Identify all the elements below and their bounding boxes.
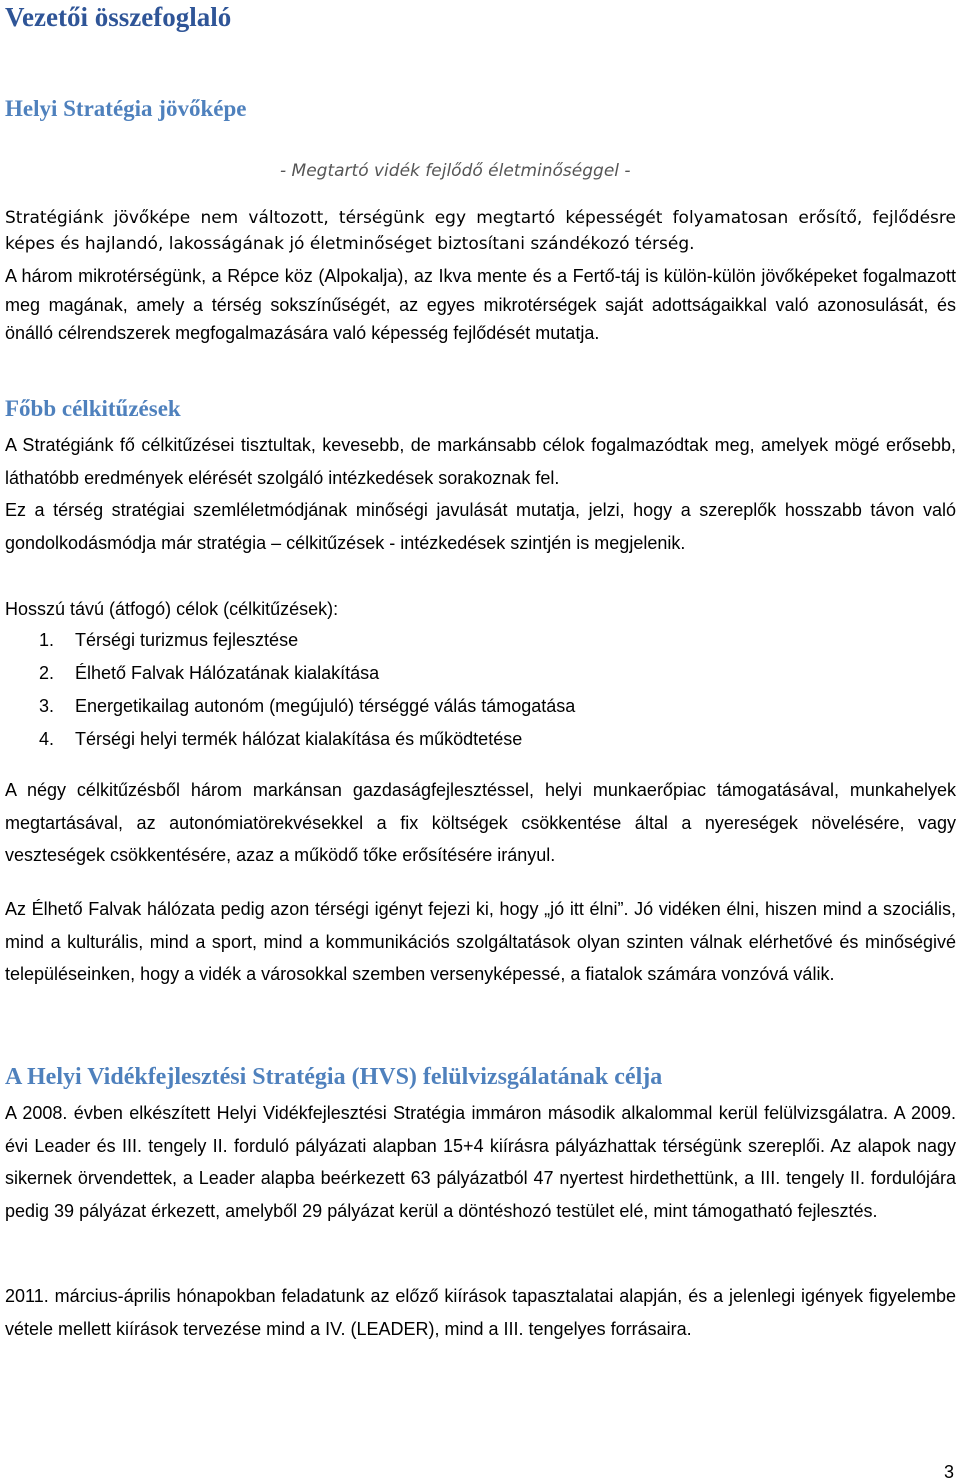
vision-motto: - Megtartó vidék fejlődő életminőséggel -	[280, 161, 631, 181]
vision-paragraph-1: Stratégiánk jövőképe nem változott, térségünk egy megtartó képességét folyamatosan erősítő, fejlődésre képes és hajlandó, lakosságának jó életminőséget biztosítani szándékozó térség.	[5, 208, 956, 254]
review-heading: A Helyi Vidékfejlesztési Stratégia (HVS) felülvizsgálatának célja	[5, 1064, 663, 1090]
document-title: Vezetői összefoglaló	[5, 2, 232, 32]
list-item	[5, 723, 575, 756]
list-item-text: Energetikailag autonóm (megújuló) térséggé válás támogatása	[75, 696, 576, 716]
review-paragraph-2: 2011. március-április hónapokban feladatunk az előző kiírások tapasztalatai alapján, és a jelenlegi igények figyelembe vétele mellett kiírások tervezése mind a IV. (LEADER), mind a III. tengelyes forrásaira.	[5, 1286, 956, 1339]
page-number: 3	[943, 1462, 954, 1482]
review-paragraph-1: A 2008. évben elkészített Helyi Vidékfejlesztési Stratégia immáron második alkalommal kerül felülvizsgálatra. A 2009. évi Leader és III. tengely II. forduló pályázati alapban 15+4 kiírásra pályázhattak térségünk szereplői. Az alapok nagy sikernek örvendettek, a Leader alapba beérkezett 63 pályázatból 47 nyertest hirdethettünk, a III. tengely II. fordulójára pedig 39 pályázat érkezett, amelyből 29 pályázat kerül a döntéshozó testület elé, mint támogatható fejlesztés.	[5, 1103, 956, 1222]
list-item	[5, 657, 575, 690]
goals-paragraph-2: Ez a térség stratégiai szemléletmódjának minőségi javulását mutatja, jelzi, hogy a szereplők hosszabb távon való gondolkodásmódja már stratégia – célkitűzések - intézkedések szintjén is megjelenik.	[5, 500, 956, 553]
vision-paragraph-2: A három mikrotérségünk, a Répce köz (Alpokalja), az Ikva mente és a Fertő-táj is külön-külön jövőképeket fogalmazott meg magának, amely a térség sokszínűségét, az egyes mikrotérségek saját adottságaikkal való azonosulását, és önálló célrendszerek megfogalmazására való képesség fejlődését mutatja.	[5, 266, 956, 343]
vision-heading: Helyi Stratégia jövőképe	[5, 96, 247, 121]
goals-list	[5, 624, 575, 756]
list-item	[5, 624, 575, 657]
list-item-number: 2.	[39, 663, 55, 683]
goals-paragraph-3: A négy célkitűzésből három markánsan gazdaságfejlesztéssel, helyi munkaerőpiac támogatásával, munkahelyek megtartásával, az autonómiatörekvésekkel a fix költségek csökkentése által a nyereségek növelésére, vagy veszteségek csökkentésére, azaz a működő tőke erősítésére irányul.	[5, 780, 956, 866]
goals-paragraph-1: A Stratégiánk fő célkitűzései tisztultak, kevesebb, de markánsabb célok fogalmazódtak meg, amelyek mögé erősebb, láthatóbb eredmények elérését szolgáló intézkedések sorakoznak fel.	[5, 435, 956, 488]
goals-list-label: Hosszú távú (átfogó) célok (célkitűzések):	[5, 599, 339, 619]
list-item-number: 4.	[39, 729, 55, 749]
goals-paragraph-4: Az Élhető Falvak hálózata pedig azon térségi igényt fejezi ki, hogy „jó itt élni”. Jó vidéken élni, hiszen mind a szociális, mind a kulturális, mind a sport, mind a kommunikációs szolgáltatások olyan szinten válnak elérhetővé és minőségivé településeinken, hogy a vidék a városokkal szemben versenyképessé, a fiatalok számára vonzóvá válik.	[5, 899, 956, 985]
list-item	[5, 690, 575, 723]
goals-heading: Főbb célkitűzések	[5, 396, 181, 421]
list-item-text: Térségi helyi termék hálózat kialakítása és működtetése	[75, 729, 523, 749]
list-item-text: Térségi turizmus fejlesztése	[75, 630, 299, 650]
list-item-text: Élhető Falvak Hálózatának kialakítása	[75, 663, 380, 683]
list-item-number: 3.	[39, 696, 55, 716]
list-item-number: 1.	[39, 630, 55, 650]
